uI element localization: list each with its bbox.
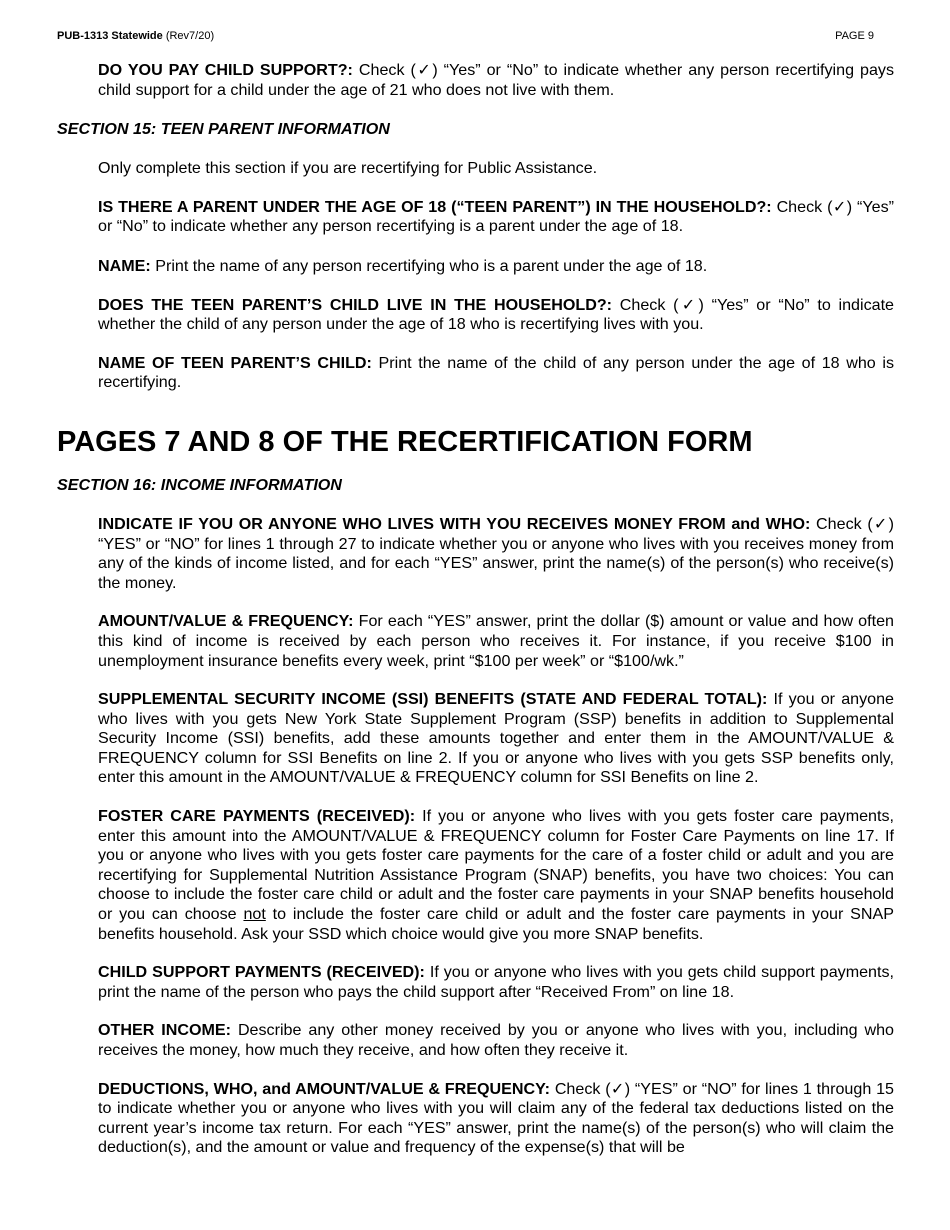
section-15-title: SECTION 15: TEEN PARENT INFORMATION: [57, 120, 390, 139]
other-income-paragraph: [98, 1021, 894, 1060]
child-support-pay-paragraph: [98, 61, 894, 100]
child-support-received-text: If you or anyone who lives with you gets child support payments, print the name of the person who pays the child support after “Received From” on line 18.: [98, 963, 894, 1001]
form-identifier: [57, 29, 214, 43]
foster-care-text-part-1: If you or anyone who lives with you gets foster care payments, enter this amount into the AMOUNT/VALUE & FREQUENCY column for Foster Care Payments on line 17. If you or anyone who lives with you gets foster care payments for the care of a foster child or adult and you are recertifying for Supplemental Nutrition Assistance Program (SNAP) benefits, you have two choices: You can choose to include the foster care child or adult and the foster care payments in your SNAP benefits household or you can choose: [98, 807, 894, 924]
teen-child-lives-paragraph: [98, 296, 894, 335]
deductions-lead: DEDUCTIONS, WHO, and AMOUNT/VALUE & FREQUENCY:: [98, 1079, 550, 1098]
child-support-received-paragraph: [98, 963, 894, 1002]
amount-value-lead: AMOUNT/VALUE & FREQUENCY:: [98, 612, 354, 631]
teen-parent-name-paragraph: [98, 257, 894, 277]
teen-parent-name-lead: NAME:: [98, 256, 151, 275]
pages-7-8-heading: PAGES 7 AND 8 OF THE RECERTIFICATION FORM: [57, 425, 753, 458]
deductions-paragraph: [98, 1080, 894, 1158]
child-support-pay-text: Check (✓) “Yes” or “No” to indicate whether any person recertifying pays child support for a child under the age of 21 who does not live with them.: [98, 61, 894, 99]
page-header: [57, 29, 893, 43]
income-indicate-paragraph: [98, 515, 894, 593]
deductions-text: Check (✓) “YES” or “NO” for lines 1 through 15 to indicate whether you or anyone who lives with you will claim any of the federal tax deductions listed on the current year’s income tax return. For each “YES” answer, print the name(s) of the person(s) who will claim the deduction(s), and the amount or value and frequency of the expense(s) that will be: [98, 1079, 894, 1157]
page-content: [0, 61, 950, 1158]
other-income-text: Describe any other money received by you or anyone who lives with you, including who receives the money, how much they receive, and how often they receive it.: [98, 1021, 894, 1059]
child-support-pay-lead: DO YOU PAY CHILD SUPPORT?:: [98, 61, 353, 79]
amount-value-paragraph: [98, 612, 894, 671]
foster-care-text-part-2: to include the foster care child or adult and the foster care payments in your SNAP benefits household. Ask your SSD which choice would give you more SNAP benefits.: [98, 905, 894, 943]
form-number: PUB-1313 Statewide: [57, 30, 163, 42]
section-15-intro: Only complete this section if you are recertifying for Public Assistance.: [98, 159, 598, 178]
teen-child-name-paragraph: [98, 354, 894, 393]
teen-child-lives-text: Check (✓) “Yes” or “No” to indicate whether the child of any person under the age of 18 who is recertifying lives with you.: [98, 295, 894, 334]
section-16-title: SECTION 16: INCOME INFORMATION: [57, 475, 342, 494]
teen-parent-text: Check (✓) “Yes” or “No” to indicate whether any person recertifying is a parent under the age of 18.: [98, 197, 894, 236]
teen-parent-lead: IS THERE A PARENT UNDER THE AGE OF 18 (“TEEN PARENT”) IN THE HOUSEHOLD?:: [98, 197, 772, 216]
income-indicate-text: Check (✓) “YES” or “NO” for lines 1 through 27 to indicate whether you or anyone who lives with you receives money from any of the kinds of income listed, and for each “YES” answer, print the name(s) of the person(s) who receive(s) the money.: [98, 514, 894, 592]
ssi-lead: SUPPLEMENTAL SECURITY INCOME (SSI) BENEFITS (STATE AND FEDERAL TOTAL):: [98, 690, 768, 709]
amount-value-text: For each “YES” answer, print the dollar ($) amount or value and how often this kind of income is received by each person who receives it. For instance, if you receive $100 in unemployment insurance benefits every week, print “$100 per week” or “$100/wk.”: [98, 612, 894, 670]
foster-care-paragraph: [98, 807, 894, 944]
other-income-lead: OTHER INCOME:: [98, 1021, 231, 1040]
foster-care-emphasis: not: [243, 905, 266, 924]
form-revision: (Rev7/20): [165, 30, 215, 42]
teen-parent-paragraph: [98, 198, 894, 237]
teen-child-name-text: Print the name of the child of any person under the age of 18 who is recertifying.: [98, 353, 895, 392]
teen-child-lives-lead: DOES THE TEEN PARENT’S CHILD LIVE IN THE HOUSEHOLD?:: [98, 295, 613, 314]
teen-child-name-lead: NAME OF TEEN PARENT’S CHILD:: [98, 353, 372, 372]
ssi-paragraph: [98, 690, 894, 788]
foster-care-lead: FOSTER CARE PAYMENTS (RECEIVED):: [98, 807, 416, 826]
page-number: PAGE 9: [835, 30, 874, 42]
teen-parent-name-text: Print the name of any person recertifying who is a parent under the age of 18.: [155, 256, 708, 275]
child-support-received-lead: CHILD SUPPORT PAYMENTS (RECEIVED):: [98, 963, 425, 982]
income-indicate-lead: INDICATE IF YOU OR ANYONE WHO LIVES WITH YOU RECEIVES MONEY FROM and WHO:: [98, 514, 811, 533]
ssi-text: If you or anyone who lives with you gets New York State Supplement Program (SSP) benefits in addition to Supplemental Security Income (SSI) benefits, add these amounts together and enter them in the AMOUNT/VALUE & FREQUENCY column for SSI Benefits on line 2. If you or anyone who lives with you gets SSP benefits only, enter this amount in the AMOUNT/VALUE & FREQUENCY column for SSI Benefits on line 2.: [98, 690, 894, 787]
